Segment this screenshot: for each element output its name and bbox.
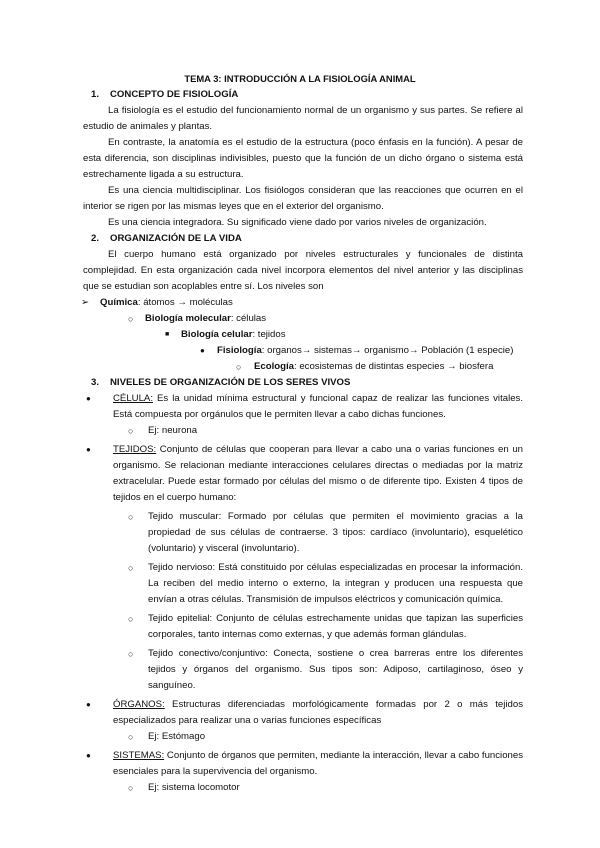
section-3-title: NIVELES DE ORGANIZACIÓN DE LOS SERES VIVOS bbox=[110, 377, 351, 388]
level-term: Ecología bbox=[254, 361, 294, 372]
circle-bullet-icon: ○ bbox=[128, 732, 134, 742]
section-1-paragraph: Es una ciencia integradora. Su significado viene dado por varios niveles de organización. bbox=[108, 217, 487, 228]
tissue-item bbox=[83, 646, 523, 694]
example-text: Ej: neurona bbox=[148, 425, 198, 436]
level-item bbox=[83, 327, 523, 343]
item-text: Conjunto de células que cooperan para llevar a cabo una o varias funciones en un organismo. Se relacionan mediante interacciones celulares directas o mediadas por la matriz extracelular. Puede estar formado por células del mismo o de diferente tipo. Existen 4 tipos de tejidos en el cuerpo humano: bbox=[113, 444, 523, 503]
example-item bbox=[83, 729, 523, 745]
dot-bullet-icon: ● bbox=[86, 394, 91, 403]
list-item-sistemas bbox=[83, 748, 523, 780]
list-item-celula bbox=[83, 391, 523, 423]
circle-bullet-icon: ○ bbox=[128, 649, 134, 659]
document-body bbox=[83, 87, 523, 796]
square-bullet-icon: ■ bbox=[165, 331, 170, 338]
list-item-tejidos bbox=[83, 442, 523, 506]
example-item bbox=[83, 423, 523, 439]
circle-bullet-icon: ○ bbox=[128, 563, 134, 573]
level-item bbox=[83, 359, 523, 375]
section-2-number: 2. bbox=[91, 233, 100, 244]
item-term: TEJIDOS: bbox=[113, 444, 157, 455]
item-text: Estructuras diferenciadas morfológicamente formadas por 2 o más tejidos especializados para realizar una o varias funciones específicas bbox=[113, 699, 523, 726]
section-3-heading bbox=[83, 375, 523, 391]
dot-bullet-icon: ● bbox=[200, 346, 205, 355]
circle-bullet-icon: ○ bbox=[128, 512, 134, 522]
tissue-text: Tejido conectivo/conjuntivo: Conecta, sostiene o crea barreras entre los diferentes tejidos y órganos del organismo. Sus tipos son: Adiposo, cartilaginoso, óseo y sanguíneo. bbox=[148, 648, 523, 691]
item-term: CÉLULA: bbox=[113, 393, 153, 404]
section-1-paragraph: En contraste, la anatomía es el estudio de la estructura (poco énfasis en la función). A pesar de esta diferencia, son disciplinas indivisibles, puesto que la función de un dicho órgano o sistema está estrechamente ligada a su estructura. bbox=[83, 137, 523, 180]
circle-bullet-icon: ○ bbox=[128, 783, 134, 793]
level-item bbox=[83, 295, 523, 311]
example-item bbox=[83, 780, 523, 796]
level-desc: : organos→ sistemas→ organismo→ Población (1 especie) bbox=[261, 345, 514, 356]
tissue-item bbox=[83, 611, 523, 643]
level-term: Biología celular bbox=[181, 329, 253, 340]
level-term: Fisiología bbox=[217, 345, 262, 356]
circle-bullet-icon: ○ bbox=[236, 362, 242, 372]
circle-bullet-icon: ○ bbox=[128, 426, 134, 436]
item-term: ÓRGANOS: bbox=[113, 699, 165, 710]
item-term: SISTEMAS: bbox=[113, 750, 165, 761]
level-desc: : ecosistemas de distintas especies → biosfera bbox=[293, 361, 494, 372]
section-2-title: ORGANIZACIÓN DE LA VIDA bbox=[110, 233, 242, 244]
section-2-paragraph: El cuerpo humano está organizado por niveles estructurales y funcionales de distinta complejidad. En esta organización cada nivel incorpora elementos del nivel anterior y las disciplinas que se estudian son acoplables entre sí. Los niveles son bbox=[83, 249, 523, 292]
section-1-number: 1. bbox=[91, 89, 100, 100]
tissue-text: Tejido nervioso: Está constituido por células especializadas en procesar la información. La reciben del medio interno o externo, la integran y producen una respuesta que envían a otras células. Transmisión de impulsos eléctricos y comunicación química. bbox=[148, 562, 523, 605]
section-1-paragraph: Es una ciencia multidisciplinar. Los fisiólogos consideran que las reacciones que ocurren en el interior se rigen por las mismas leyes que en el exterior del organismo. bbox=[83, 185, 523, 212]
tissue-text: Tejido muscular: Formado por células que permiten el movimiento gracias a la propiedad de sus células de contraerse. 3 tipos: cardíaco (involuntario), esquelético (voluntario) y visceral (involuntario). bbox=[148, 511, 523, 554]
level-item bbox=[83, 343, 523, 359]
level-term: Química bbox=[100, 297, 138, 308]
tissue-text: Tejido epitelial: Conjunto de células estrechamente unidas que tapizan las superficies corporales, tanto internas como externas, y que además forman glándulas. bbox=[148, 613, 523, 640]
circle-bullet-icon: ○ bbox=[128, 614, 134, 624]
document-title: TEMA 3: INTRODUCCIÓN A LA FISIOLOGÍA ANIMAL bbox=[184, 73, 416, 84]
item-text: Es la unidad mínima estructural y funcional capaz de realizar las funciones vitales. Está compuesta por orgánulos que le permiten llevar a cabo dichas funciones. bbox=[113, 393, 523, 420]
item-text: Conjunto de órganos que permiten, mediante la interacción, llevar a cabo funciones esenciales para la supervivencia del organismo. bbox=[113, 750, 523, 777]
circle-bullet-icon: ○ bbox=[128, 314, 134, 324]
tissue-item bbox=[83, 509, 523, 557]
dot-bullet-icon: ● bbox=[86, 751, 91, 760]
tissue-item bbox=[83, 560, 523, 608]
list-item-organos bbox=[83, 697, 523, 729]
section-3-number: 3. bbox=[91, 377, 100, 388]
section-2-heading bbox=[83, 231, 523, 247]
level-item bbox=[83, 311, 523, 327]
level-term: Biología molecular bbox=[145, 313, 231, 324]
dot-bullet-icon: ● bbox=[86, 445, 91, 454]
example-text: Ej: sistema locomotor bbox=[148, 782, 240, 793]
level-desc: : tejidos bbox=[252, 329, 286, 340]
example-text: Ej: Estómago bbox=[148, 731, 206, 742]
section-1-paragraph: La fisiología es el estudio del funcionamiento normal de un organismo y sus partes. Se refiere al estudio de animales y plantas. bbox=[83, 105, 523, 132]
arrow-bullet-icon: ➢ bbox=[81, 297, 90, 308]
section-1-heading bbox=[83, 87, 523, 103]
section-1-title: CONCEPTO DE FISIOLOGÍA bbox=[110, 89, 239, 100]
level-desc: : átomos → moléculas bbox=[137, 297, 233, 308]
level-desc: : células bbox=[230, 313, 267, 324]
dot-bullet-icon: ● bbox=[86, 700, 91, 709]
